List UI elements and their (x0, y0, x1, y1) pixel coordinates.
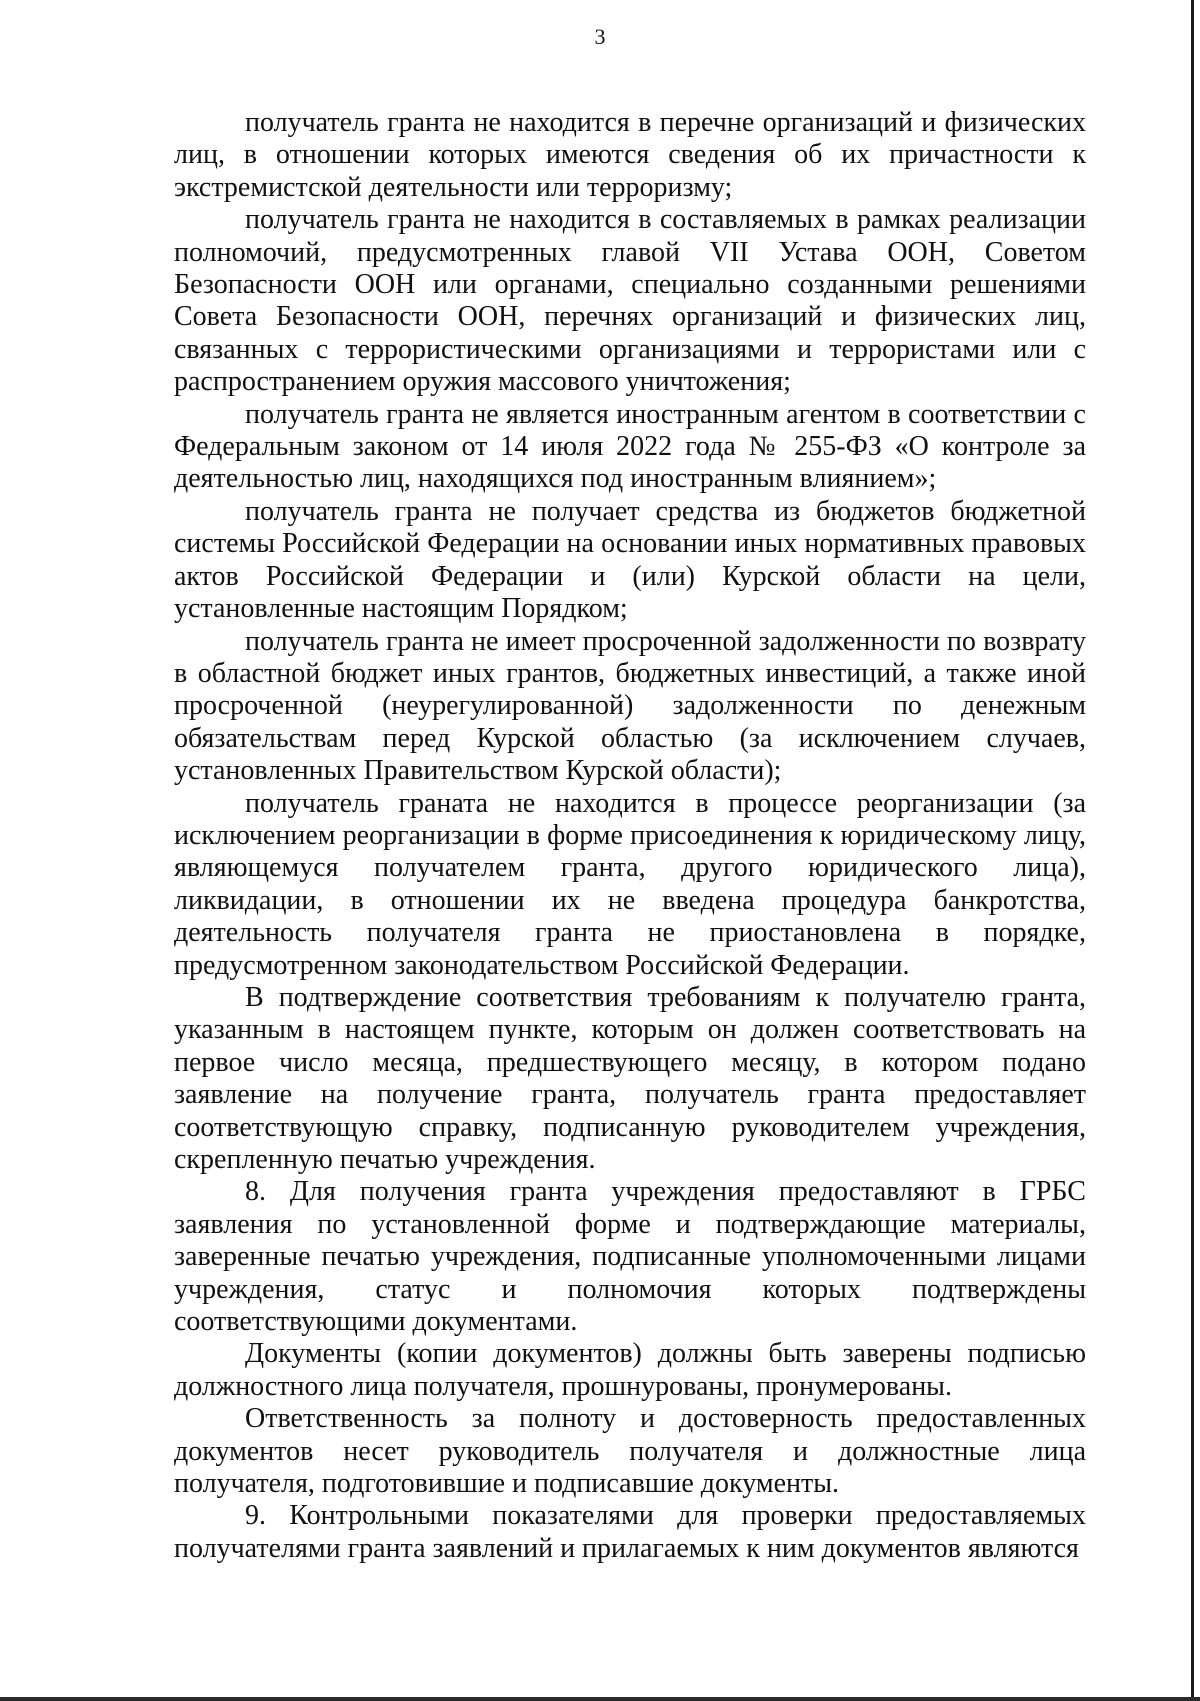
paragraph-responsibility: Ответственность за полноту и достоверность предоставленных документов несет руководитель получателя и должностные лица получателя, подготовившие и подписавшие документы. (174, 1403, 1086, 1500)
paragraph-reorganization: получатель граната не находится в процессе реорганизации (за исключением реорганизации в форме присоединения к юридическому лицу, являющемуся получателем гранта, другого юридического лица), ликвидации, в отношении их не введена процедура банкротства, деятельность получателя гранта не приостановлена в порядке, предусмотренном законодательством Российской Федерации. (174, 787, 1086, 981)
paragraph-un-security-council: получатель гранта не находится в составляемых в рамках реализации полномочий, предусмотренных главой VII Устава ООН, Советом Безопасности ООН или органами, специально созданными решениями Совета Безопасности ООН, перечнях организаций и физических лиц, связанных с террористическими организациями и террористами или с распространением оружия массового уничтожения; (174, 204, 1086, 398)
document-body (174, 107, 1086, 1565)
paragraph-item-8: 8. Для получения гранта учреждения предоставляют в ГРБС заявления по установленной форме и подтверждающие материалы, заверенные печатью учреждения, подписанные уполномоченными лицами учреждения, статус и полномочия которых подтверждены соответствующими документами. (174, 1176, 1086, 1338)
paragraph-documents-certified: Документы (копии документов) должны быть заверены подписью должностного лица получателя, прошнурованы, пронумерованы. (174, 1338, 1086, 1402)
paragraph-confirmation: В подтверждение соответствия требованиям к получателю гранта, указанным в настоящем пункте, которым он должен соответствовать на первое число месяца, предшествующего месяцу, в котором подано заявление на получение гранта, получатель гранта предоставляет соответствующую справку, подписанную руководителем учреждения, скрепленную печатью учреждения. (174, 981, 1086, 1175)
paragraph-item-9: 9. Контрольными показателями для проверки предоставляемых получателями гранта заявлений и прилагаемых к ним документов являются (174, 1500, 1086, 1564)
paragraph-foreign-agent: получатель гранта не является иностранным агентом в соответствии с Федеральным законом от 14 июля 2022 года № 255-ФЗ «О контроле за деятельностью лиц, находящихся под иностранным влиянием»; (174, 398, 1086, 495)
paragraph-overdue-debt: получатель гранта не имеет просроченной задолженности по возврату в областной бюджет иных грантов, бюджетных инвестиций, а также иной просроченной (неурегулированной) задолженности по денежным обязательствам перед Курской областью (за исключением случаев, установленных Правительством Курской области); (174, 625, 1086, 787)
page-number: 3 (594, 24, 606, 49)
scan-bottom-line (0, 1697, 1200, 1701)
paragraph-extremism: получатель гранта не находится в перечне организаций и физических лиц, в отношении которых имеются сведения об их причастности к экстремистской деятельности или терроризму; (174, 107, 1086, 203)
scan-edge-line (1191, 0, 1194, 1701)
paragraph-budget-funds: получатель гранта не получает средства из бюджетов бюджетной системы Российской Федерации на основании иных нормативных правовых актов Российской Федерации и (или) Курской области на цели, установленные настоящим Порядком; (174, 495, 1086, 625)
